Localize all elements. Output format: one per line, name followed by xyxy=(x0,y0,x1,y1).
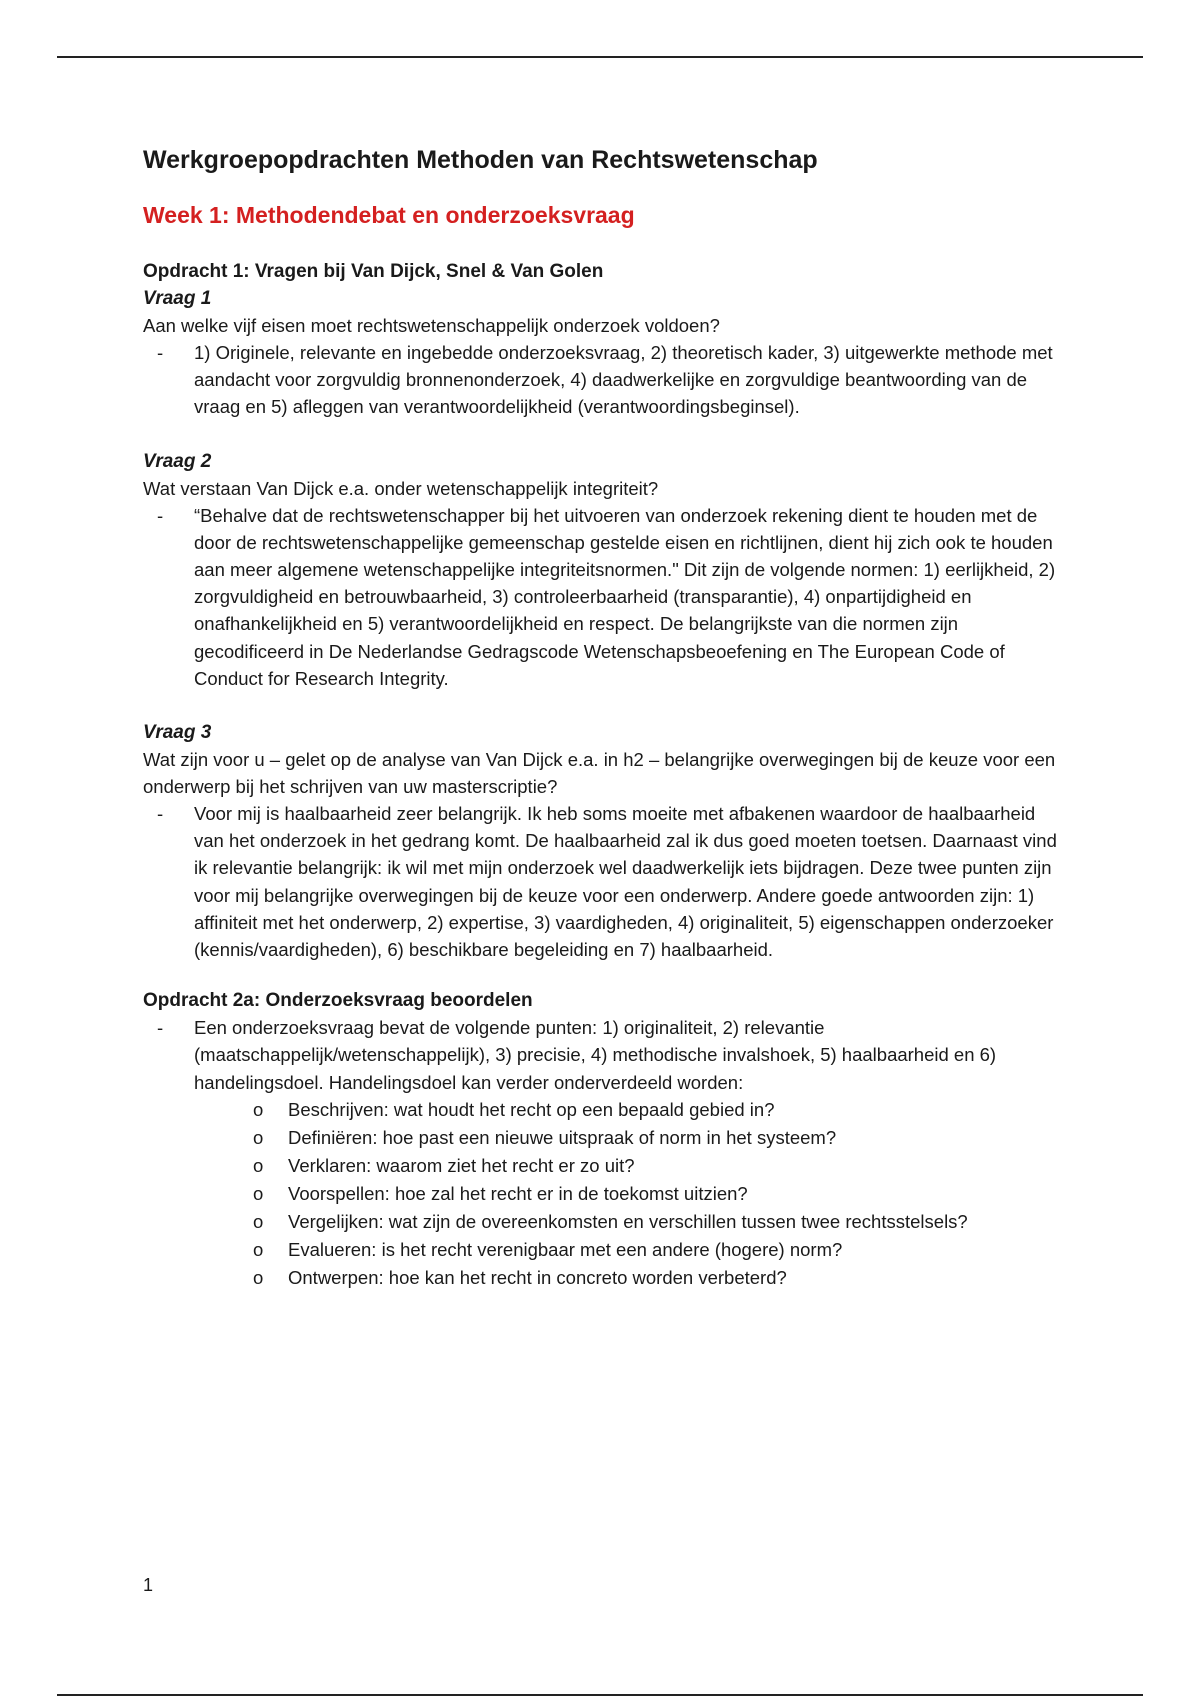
vraag-2-question: Wat verstaan Van Dijck e.a. onder wetenschappelijk integriteit? xyxy=(143,477,659,499)
vraag-1-answer-list xyxy=(143,339,1063,421)
handelingsdoel-list xyxy=(143,1096,1063,1292)
vraag-3-label: Vraag 3 xyxy=(143,722,212,744)
vraag-1-answer: - 1) Originele, relevante en ingebedde onderzoeksvraag, 2) theoretisch kader, 3) uitgewerkte methode met aandacht voor zorgvuldig bronnenonderzoek, 4) daadwerkelijke en zorgvuldige beantwoording van de vraag en 5) afleggen van verantwoordelijkheid (verantwoordingsbeginsel). xyxy=(143,339,1063,421)
list-item: o Definiëren: hoe past een nieuwe uitspraak of norm in het systeem? xyxy=(143,1124,1063,1152)
list-item: o Vergelijken: wat zijn de overeenkomsten en verschillen tussen twee rechtsstelsels? xyxy=(143,1208,1063,1236)
vraag-2 xyxy=(143,448,1063,692)
document-title: Werkgroepopdrachten Methoden van Rechtswetenschap xyxy=(143,146,818,174)
vraag-2-answer-list xyxy=(143,502,1063,692)
footer-rule xyxy=(57,1694,1143,1696)
vraag-1 xyxy=(143,285,1063,421)
opdracht-2a-section xyxy=(143,987,1063,1292)
vraag-3-question: Wat zijn voor u – gelet op de analyse van Van Dijck e.a. in h2 – belangrijke overwegingen bij de keuze voor een onderwerp bij het schrijven van uw masterscriptie? xyxy=(143,749,1056,798)
vraag-2-label: Vraag 2 xyxy=(143,450,212,472)
opdracht-2a-heading: Opdracht 2a: Onderzoeksvraag beoordelen xyxy=(143,990,533,1012)
list-item: o Ontwerpen: hoe kan het recht in concreto worden verbeterd? xyxy=(143,1264,1063,1292)
opdracht-1-section xyxy=(143,258,1063,963)
list-item: o Evalueren: is het recht verenigbaar met een andere (hogere) norm? xyxy=(143,1236,1063,1264)
vraag-2-answer: - “Behalve dat de rechtswetenschapper bij het uitvoeren van onderzoek rekening dient te houden met de door de rechtswetenschappelijke gemeenschap gestelde eisen en richtlijnen, dient hij zich ook te houden aan meer algemene wetenschappelijke integriteitsnormen." Dit zijn de volgende normen: 1) eerlijkheid, 2) zorgvuldigheid en betrouwbaarheid, 3) controleerbaarheid (transparantie), 4) onpartijdigheid en onafhankelijkheid en 5) verantwoordelijkheid en respect. De belangrijkste van die normen zijn gecodificeerd in De Nederlandse Gedragscode Wetenschapsbeoefening en The European Code of Conduct for Research Integrity. xyxy=(143,502,1063,692)
page-number: 1 xyxy=(143,1575,154,1595)
document-page xyxy=(143,140,1063,1292)
week-heading: Week 1: Methodendebat en onderzoeksvraag xyxy=(143,202,635,228)
opdracht-1-heading: Opdracht 1: Vragen bij Van Dijck, Snel & Van Golen xyxy=(143,261,604,282)
opdracht-2a-intro-text: Een onderzoeksvraag bevat de volgende punten: 1) originaliteit, 2) relevantie (maatschappelijk/wetenschappelijk), 3) precisie, 4) methodische invalshoek, 5) haalbaarheid en 6) handelingsdoel. Handelingsdoel kan verder onderverdeeld worden: xyxy=(194,1017,997,1093)
list-item: o Verklaren: waarom ziet het recht er zo uit? xyxy=(143,1152,1063,1180)
vraag-3-answer: - Voor mij is haalbaarheid zeer belangrijk. Ik heb soms moeite met afbakenen waardoor de haalbaarheid van het onderzoek in het gedrang komt. De haalbaarheid zal ik dus goed moeten toetsen. Daarnaast vind ik relevantie belangrijk: ik wil met mijn onderzoek wel daadwerkelijk iets bijdragen. Deze twee punten zijn voor mij belangrijke overwegingen bij de keuze voor een onderwerp. Andere goede antwoorden zijn: 1) affiniteit met het onderwerp, 2) expertise, 3) vaardigheden, 4) originaliteit, 5) eigenschappen onderzoeker (kennis/vaardigheden), 6) beschikbare begeleiding en 7) haalbaarheid. xyxy=(143,800,1063,963)
vraag-1-label: Vraag 1 xyxy=(143,288,212,309)
list-item: o Voorspellen: hoe zal het recht er in de toekomst uitzien? xyxy=(143,1180,1063,1208)
vraag-3-answer-list xyxy=(143,800,1063,963)
opdracht-2a-intro xyxy=(143,1014,1063,1096)
opdracht-2a-list xyxy=(143,1014,1063,1096)
vraag-3 xyxy=(143,719,1063,963)
list-item: o Beschrijven: wat houdt het recht op een bepaald gebied in? xyxy=(143,1096,1063,1124)
header-rule xyxy=(57,56,1143,58)
vraag-1-question: Aan welke vijf eisen moet rechtswetenschappelijk onderzoek voldoen? xyxy=(143,315,720,336)
